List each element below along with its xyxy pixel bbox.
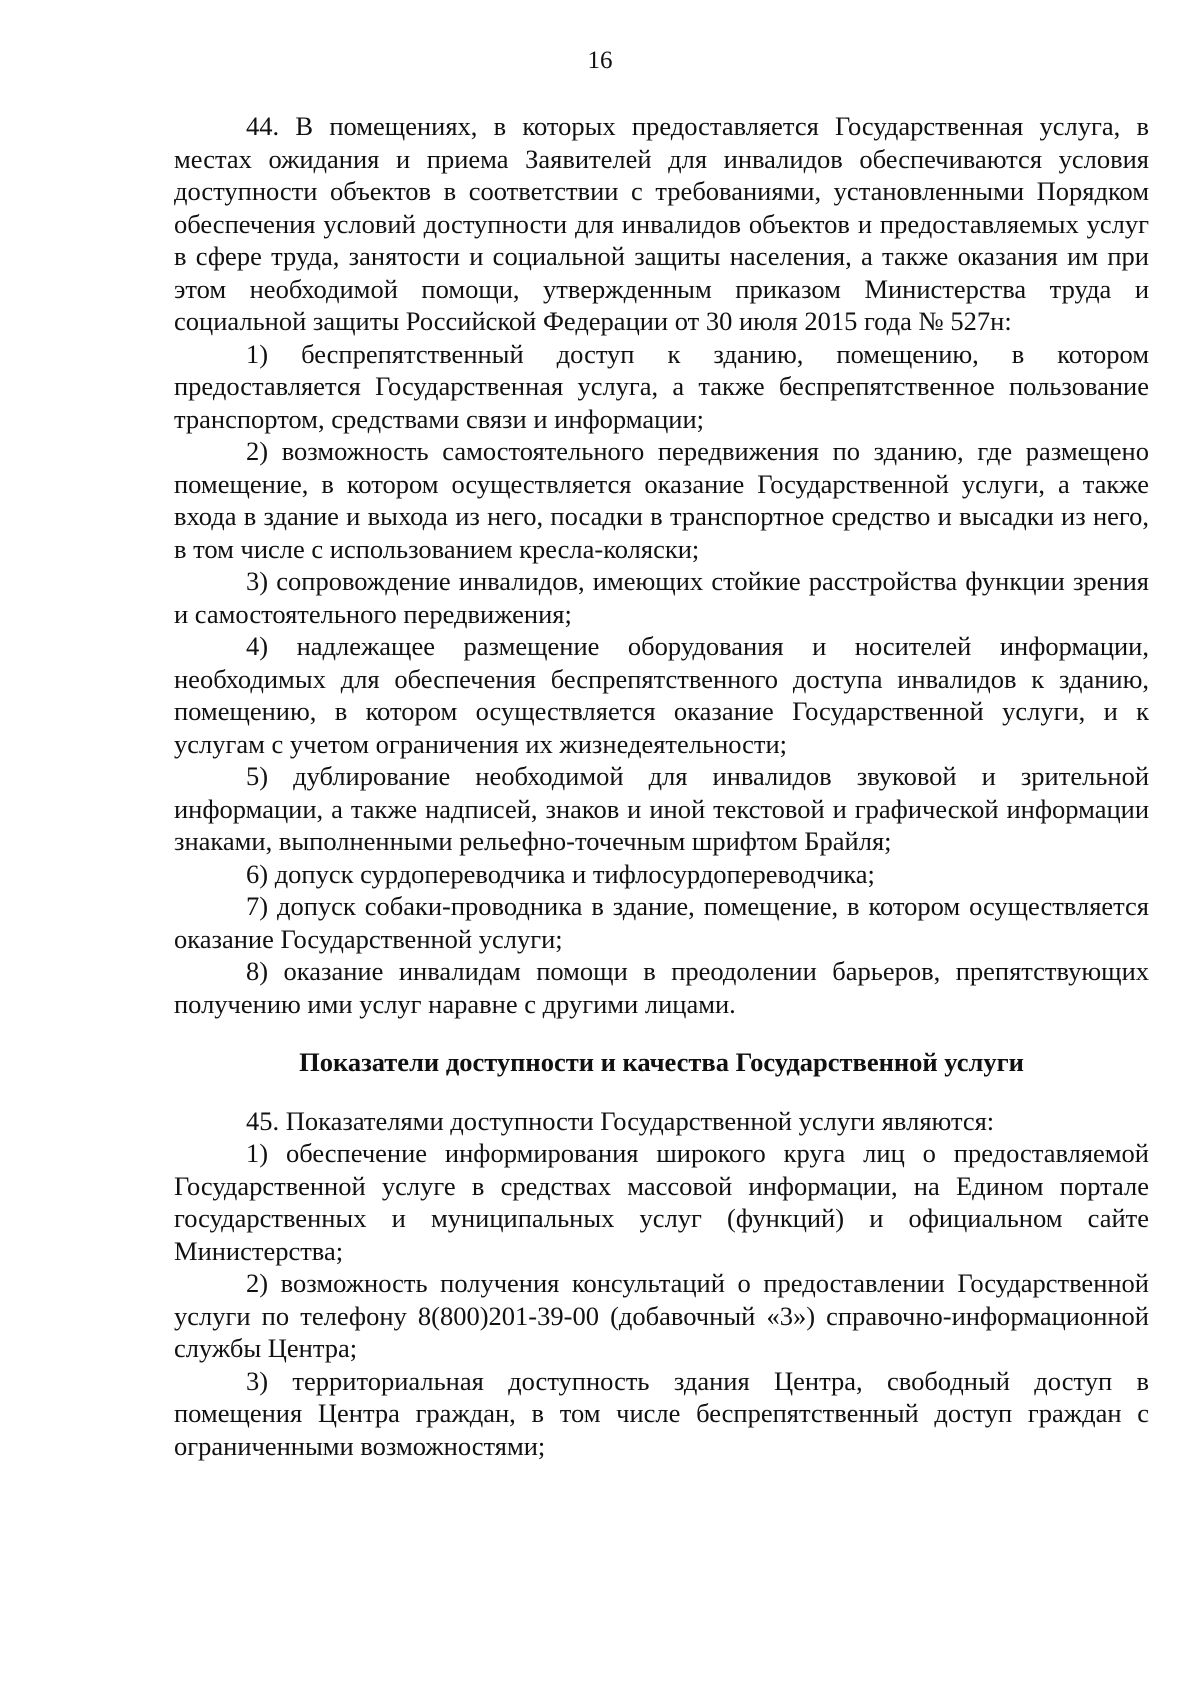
paragraph-44-item-2: 2) возможность самостоятельного передвижения по зданию, где размещено помещение, в котором осуществляется оказание Государственной услуги, а также входа в здание и выхода из него, посадки в транспортное средство и высадки из него, в том числе с использованием кресла-коляски;	[174, 436, 1149, 564]
document-body	[174, 110, 1149, 1462]
paragraph-44-item-8: 8) оказание инвалидам помощи в преодолении барьеров, препятствующих получению ими услуг наравне с другими лицами.	[174, 956, 1149, 1019]
page-number: 16	[587, 47, 613, 74]
paragraph-45-item-3: 3) территориальная доступность здания Центра, свободный доступ в помещения Центра граждан, в том числе беспрепятственный доступ граждан с ограниченными возможностями;	[174, 1365, 1149, 1461]
paragraph-44-item-3: 3) сопровождение инвалидов, имеющих стойкие расстройства функции зрения и самостоятельного передвижения;	[174, 566, 1149, 629]
section-heading: Показатели доступности и качества Государственной услуги	[299, 1047, 1024, 1077]
paragraph-44-item-6: 6) допуск сурдопереводчика и тифлосурдопереводчика;	[246, 858, 875, 889]
paragraph-45-intro: 45. Показателями доступности Государственной услуги являются:	[246, 1105, 995, 1136]
paragraph-44-item-7: 7) допуск собаки-проводника в здание, помещение, в котором осуществляется оказание Государственной услуги;	[174, 891, 1149, 954]
paragraph-44-item-4: 4) надлежащее размещение оборудования и носителей информации, необходимых для обеспечения беспрепятственного доступа инвалидов к зданию, помещению, в котором осуществляется оказание Государственной услуги, и к услугам с учетом ограничения их жизнедеятельности;	[174, 631, 1149, 759]
paragraph-44-item-1: 1) беспрепятственный доступ к зданию, помещению, в котором предоставляется Государственная услуга, а также беспрепятственное пользование транспортом, средствами связи и информации;	[174, 338, 1149, 434]
paragraph-45-item-1: 1) обеспечение информирования широкого круга лиц о предоставляемой Государственной услуге в средствах массовой информации, на Едином портале государственных и муниципальных услуг (функций) и официальном сайте Министерства;	[174, 1138, 1149, 1266]
paragraph-44-intro: 44. В помещениях, в которых предоставляется Государственная услуга, в местах ожидания и приема Заявителей для инвалидов обеспечиваются условия доступности объектов в соответствии с требованиями, установленными Порядком обеспечения условий доступности для инвалидов объектов и предоставляемых услуг в сфере труда, занятости и социальной защиты населения, а также оказания им при этом необходимой помощи, утвержденным приказом Министерства труда и социальной защиты Российской Федерации от 30 июля 2015 года № 527н:	[174, 111, 1149, 336]
paragraph-45-item-2: 2) возможность получения консультаций о предоставлении Государственной услуги по телефону 8(800)201-39-00 (добавочный «3») справочно-информационной службы Центра;	[174, 1268, 1149, 1363]
paragraph-44-item-5: 5) дублирование необходимой для инвалидов звуковой и зрительной информации, а также надписей, знаков и иной текстовой и графической информации знаками, выполненными рельефно-точечным шрифтом Брайля;	[174, 761, 1149, 856]
